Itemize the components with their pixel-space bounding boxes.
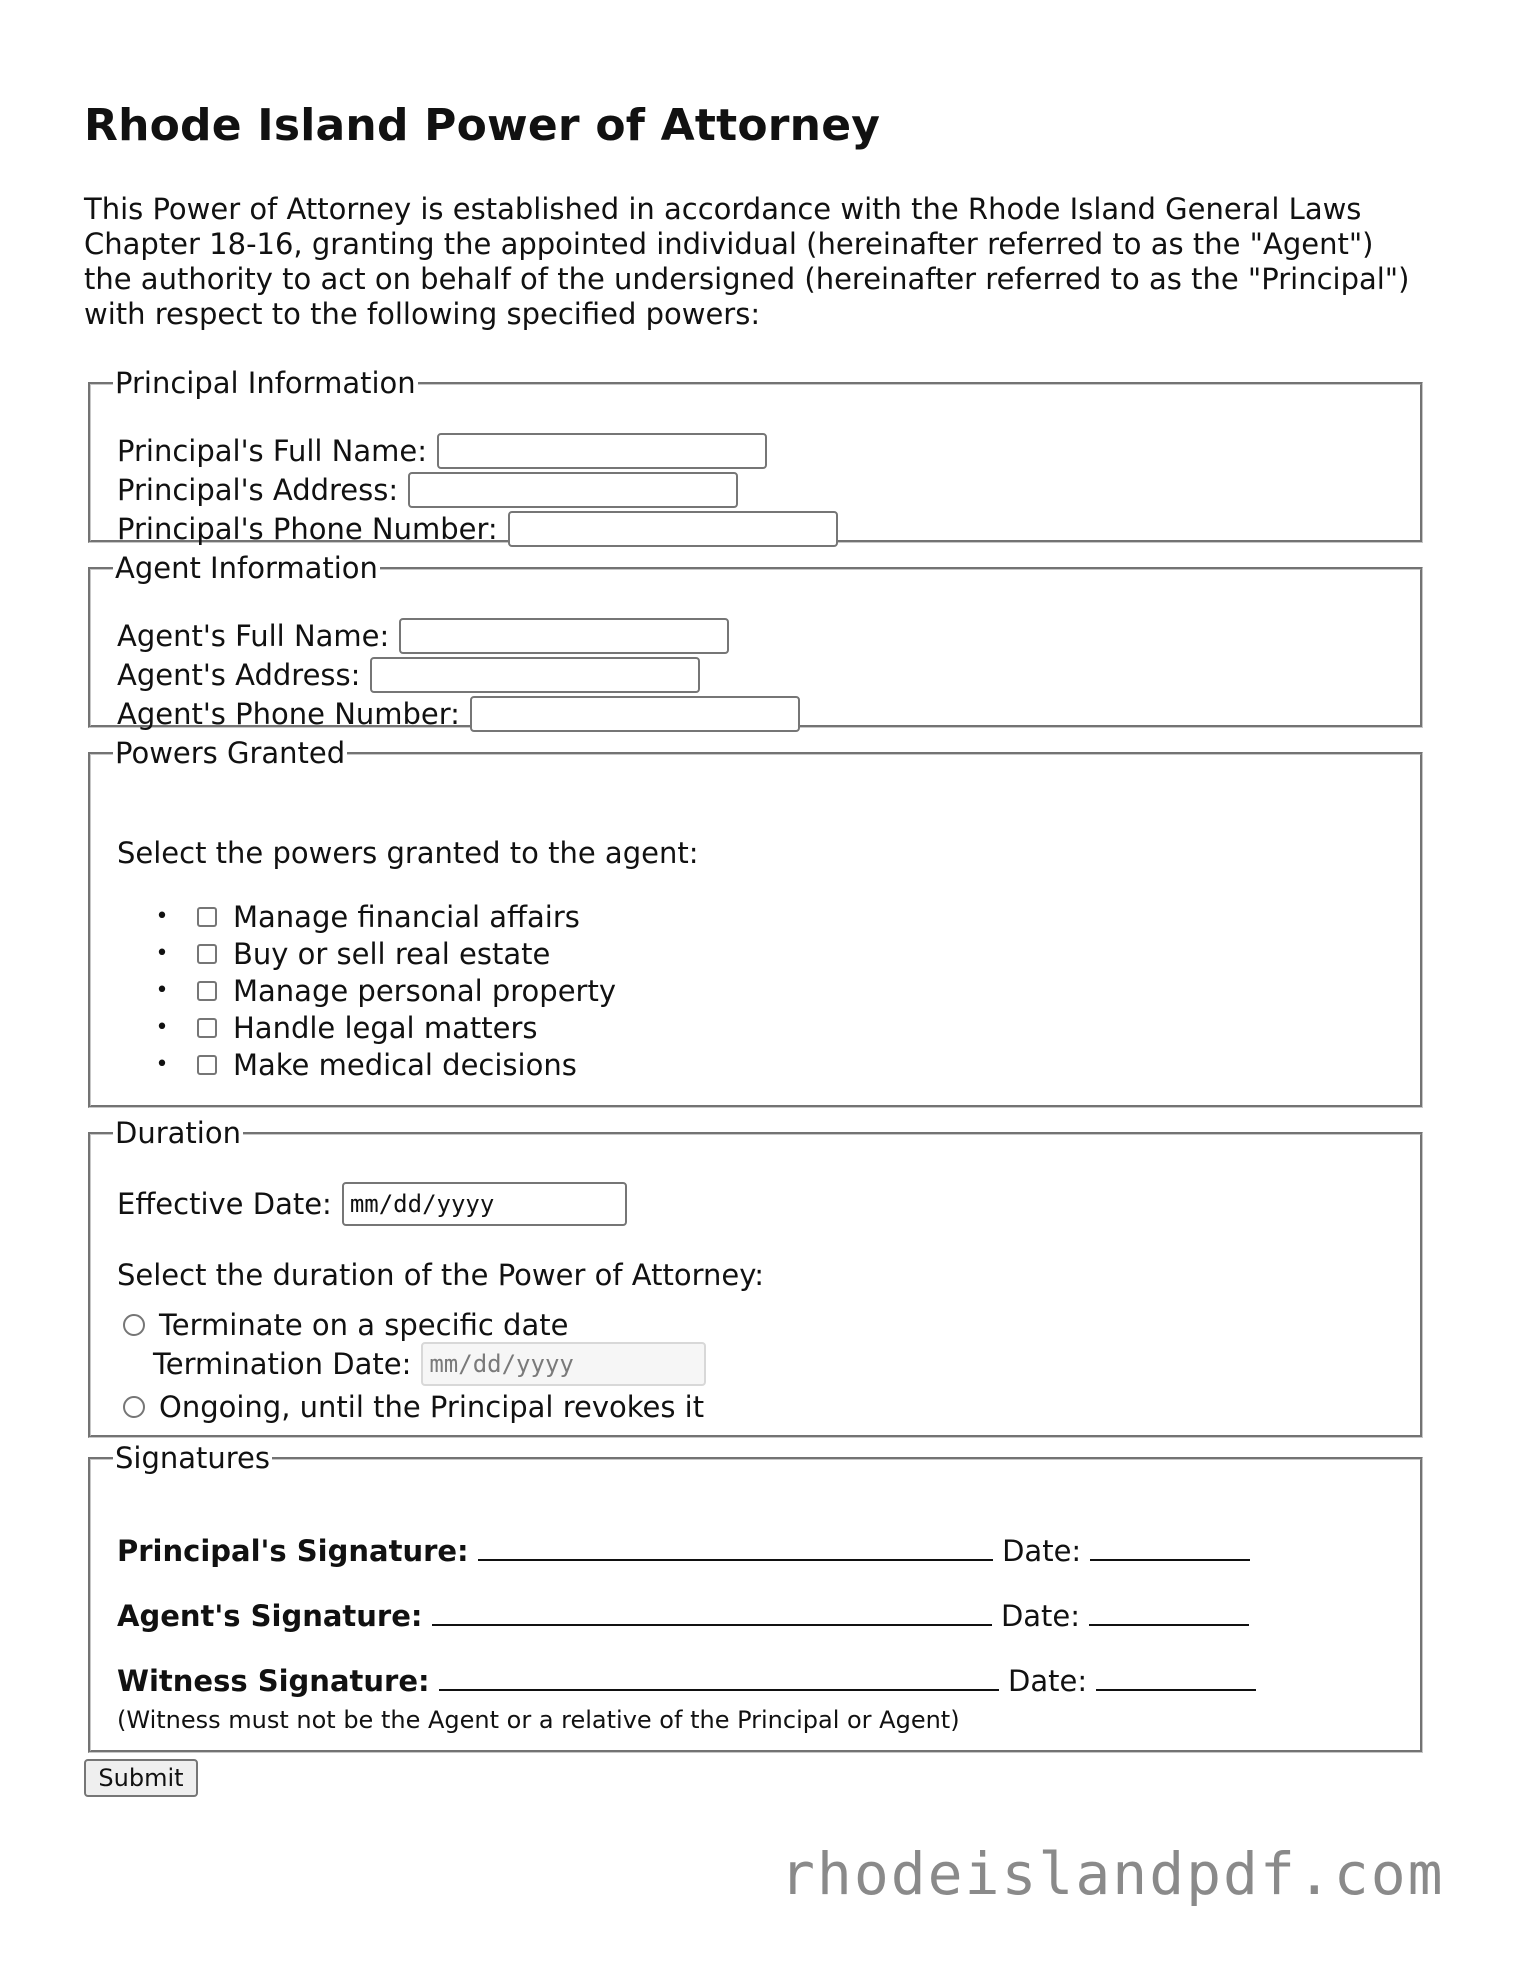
checkbox-icon[interactable] <box>197 1018 217 1038</box>
effective-date-label: Effective Date: <box>117 1187 332 1221</box>
agent-phone-row <box>117 696 800 732</box>
agent-information-section <box>88 551 1423 731</box>
principal-information-section <box>88 366 1423 546</box>
power-label: Manage personal property <box>233 973 617 1008</box>
witness-signature-line[interactable] <box>439 1663 999 1691</box>
principal-date-line[interactable] <box>1090 1533 1250 1561</box>
witness-date-line[interactable] <box>1096 1663 1256 1691</box>
powers-granted-legend: Powers Granted <box>115 736 346 770</box>
power-item-financial[interactable] <box>117 898 616 935</box>
principal-address-input[interactable] <box>408 472 738 508</box>
agent-name-label: Agent's Full Name: <box>117 619 390 653</box>
bullet-marker: • <box>155 941 169 966</box>
duration-section <box>88 1118 1423 1438</box>
principal-name-row <box>117 433 767 469</box>
witness-note: (Witness must not be the Agent or a relative of the Principal or Agent) <box>117 1706 960 1734</box>
power-item-real-estate[interactable] <box>117 935 616 972</box>
bullet-marker: • <box>155 978 169 1003</box>
principal-name-label: Principal's Full Name: <box>117 434 428 468</box>
witness-date-label: Date: <box>1008 1664 1088 1698</box>
agent-phone-input[interactable] <box>470 696 800 732</box>
agent-address-label: Agent's Address: <box>117 658 361 692</box>
power-label: Manage financial affairs <box>233 899 580 934</box>
bullet-marker: • <box>155 904 169 929</box>
principal-signature-label: Principal's Signature: <box>117 1534 469 1568</box>
power-label: Buy or sell real estate <box>233 936 551 971</box>
agent-date-line[interactable] <box>1089 1598 1249 1626</box>
agent-name-row <box>117 618 729 654</box>
checkbox-icon[interactable] <box>197 981 217 1001</box>
agent-information-legend: Agent Information <box>115 551 378 585</box>
principal-phone-row <box>117 511 838 547</box>
termination-date-input[interactable]: mm/dd/yyyy <box>421 1342 706 1386</box>
principal-address-row <box>117 472 738 508</box>
effective-date-input[interactable]: mm/dd/yyyy <box>342 1182 627 1226</box>
agent-name-input[interactable] <box>399 618 729 654</box>
power-label: Make medical decisions <box>233 1047 577 1082</box>
principal-phone-input[interactable] <box>508 511 838 547</box>
principal-signature-row <box>117 1533 1250 1568</box>
powers-list <box>117 898 616 1083</box>
principal-phone-label: Principal's Phone Number: <box>117 512 498 546</box>
duration-legend: Duration <box>115 1116 241 1150</box>
witness-signature-row <box>117 1663 1256 1698</box>
watermark-text: rhodeislandpdf.com <box>780 1840 1445 1908</box>
agent-phone-label: Agent's Phone Number: <box>117 697 460 731</box>
witness-signature-label: Witness Signature: <box>117 1664 430 1698</box>
agent-address-row <box>117 657 700 693</box>
principal-signature-line[interactable] <box>478 1533 993 1561</box>
signatures-section <box>88 1443 1423 1753</box>
power-item-legal[interactable] <box>117 1009 616 1046</box>
termination-date-label: Termination Date: <box>153 1347 412 1381</box>
principal-address-label: Principal's Address: <box>117 473 399 507</box>
page-title: Rhode Island Power of Attorney <box>84 100 881 151</box>
principal-name-input[interactable] <box>437 433 767 469</box>
power-label: Handle legal matters <box>233 1010 538 1045</box>
agent-date-label: Date: <box>1000 1599 1081 1633</box>
agent-signature-label: Agent's Signature: <box>117 1599 423 1633</box>
radio-icon[interactable] <box>123 1396 145 1418</box>
power-item-personal-property[interactable] <box>117 972 616 1009</box>
checkbox-icon[interactable] <box>197 944 217 964</box>
checkbox-icon[interactable] <box>197 1055 217 1075</box>
option-ongoing-label: Ongoing, until the Principal revokes it <box>159 1390 705 1424</box>
duration-prompt: Select the duration of the Power of Attorney: <box>117 1258 765 1292</box>
principal-date-label: Date: <box>1002 1534 1082 1568</box>
checkbox-icon[interactable] <box>197 907 217 927</box>
radio-icon[interactable] <box>123 1314 145 1336</box>
termination-date-row <box>153 1342 706 1386</box>
option-terminate-label: Terminate on a specific date <box>159 1308 569 1342</box>
submit-button[interactable]: Submit <box>84 1759 198 1797</box>
powers-granted-section <box>88 738 1423 1108</box>
intro-paragraph: This Power of Attorney is established in accordance with the Rhode Island General Laws Chapter 18-16, granting the appointed individual (hereinafter referred to as the "Agent") the authority to act on behalf of the undersigned (hereinafter referred to as the "Principal") with respect to the following specified powers: <box>84 192 1410 331</box>
agent-address-input[interactable] <box>370 657 700 693</box>
option-terminate-specific-date[interactable] <box>123 1308 568 1342</box>
signatures-legend: Signatures <box>115 1441 271 1475</box>
principal-information-legend: Principal Information <box>115 366 416 400</box>
power-item-medical[interactable] <box>117 1046 616 1083</box>
powers-prompt: Select the powers granted to the agent: <box>117 836 699 870</box>
agent-signature-line[interactable] <box>432 1598 992 1626</box>
bullet-marker: • <box>155 1052 169 1077</box>
agent-signature-row <box>117 1598 1249 1633</box>
effective-date-row <box>117 1182 627 1226</box>
option-ongoing[interactable] <box>123 1390 704 1424</box>
bullet-marker: • <box>155 1015 169 1040</box>
